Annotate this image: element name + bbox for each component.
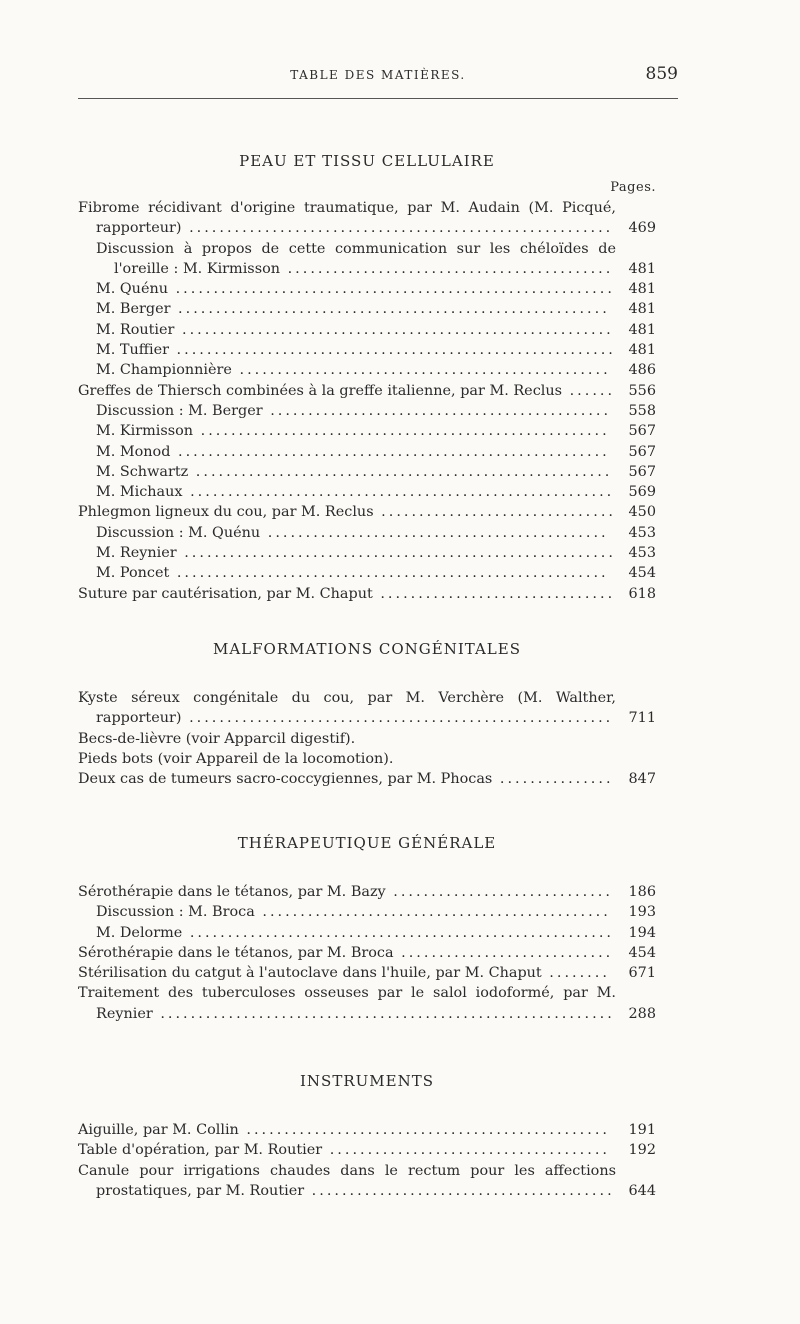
toc-entry xyxy=(78,279,656,299)
toc-section xyxy=(78,638,656,789)
toc-entry xyxy=(78,523,656,543)
entry-text: M. Reynier xyxy=(96,545,177,562)
dot-leader: ......................................................... xyxy=(174,321,614,338)
dot-leader: ............................................. xyxy=(260,524,609,541)
toc-entry xyxy=(78,482,656,502)
toc-entry xyxy=(78,543,656,563)
dot-leader: .......................................................... xyxy=(168,281,615,298)
toc-section xyxy=(78,832,656,1024)
entry-page-number: 450 xyxy=(628,504,656,521)
entry-text: Greffes de Thiersch combinées à la greffe italienne, par M. Reclus xyxy=(78,382,563,399)
toc-entry xyxy=(78,1161,656,1202)
toc-entry xyxy=(78,563,656,583)
toc-entry xyxy=(78,943,656,963)
entry-text: Traitement des tuberculoses osseuses par le salol iodoformé, par M. Reynier xyxy=(78,985,616,1022)
entry-text: Aiguille, par M. Collin xyxy=(78,1122,239,1138)
header-rule xyxy=(78,98,678,99)
dot-leader: ............................................. xyxy=(262,402,612,419)
section-title: MALFORMATIONS CONGÉNITALES xyxy=(212,640,521,658)
dot-leader: ......................................................... xyxy=(169,565,609,582)
entry-text: Kyste séreux congénitale du cou, par M. Verchère (M. Walther, rapporteur) xyxy=(78,690,616,727)
entry-text: Sérothérapie dans le tétanos, par M. Broca xyxy=(78,944,394,961)
entry-text: Fibrome récidivant d'origine traumatique, par M. Audain (M. Picqué, rapporteur) xyxy=(78,200,616,237)
entry-page-number: 469 xyxy=(628,220,656,237)
running-head-title: TABLE DES MATIÈRES. xyxy=(290,68,466,82)
entry-page-number: 569 xyxy=(628,484,656,501)
toc-section xyxy=(78,1070,656,1201)
entry-text: Discussion : M. Broca xyxy=(96,904,255,921)
toc-entry xyxy=(78,729,656,749)
entry-page-number: 556 xyxy=(628,382,656,399)
entry-page-number: 567 xyxy=(628,443,656,460)
toc-entry xyxy=(78,749,656,769)
entry-text: M. Tuffier xyxy=(96,342,169,359)
toc-entry xyxy=(78,462,656,482)
toc-entry xyxy=(78,769,656,789)
toc-entry xyxy=(78,923,656,943)
entry-page-number: 186 xyxy=(628,884,656,900)
entry-text: M. Monod xyxy=(96,443,171,460)
toc-entry xyxy=(78,198,656,239)
entry-text: M. Kirmisson xyxy=(96,423,194,440)
entry-page-number: 454 xyxy=(628,944,656,961)
entry-text: M. Berger xyxy=(96,301,171,318)
entry-text: Sérothérapie dans le tétanos, par M. Bazy xyxy=(78,884,386,900)
entry-page-number: 194 xyxy=(628,924,656,941)
entry-text: Discussion : M. Berger xyxy=(96,402,263,419)
dot-leader: ........................................................ xyxy=(181,710,614,727)
entry-text: Becs-de-lièvre (voir Apparcil digestif). xyxy=(78,730,356,747)
entry-page-number: 454 xyxy=(628,565,656,582)
toc-entry xyxy=(78,882,656,902)
entry-page-number: 558 xyxy=(628,402,656,419)
dot-leader: ......................................................... xyxy=(176,545,616,562)
toc-entry xyxy=(78,340,656,360)
entry-page-number: 486 xyxy=(628,362,656,379)
toc-section xyxy=(78,150,656,604)
entry-page-number: 192 xyxy=(628,1142,656,1159)
entry-list xyxy=(78,882,656,1024)
toc-entry xyxy=(78,442,656,462)
toc-entry xyxy=(78,502,656,522)
entry-page-number: 847 xyxy=(628,771,656,788)
toc-entry xyxy=(78,360,656,380)
entry-text: Pieds bots (voir Appareil de la locomotion). xyxy=(78,750,394,767)
entry-text: M. Quénu xyxy=(96,281,169,298)
dot-leader: ........ xyxy=(541,965,610,982)
entry-page-number: 453 xyxy=(628,524,656,541)
toc-entry xyxy=(78,239,656,280)
section-title: THÉRAPEUTIQUE GÉNÉRALE xyxy=(237,834,497,852)
dot-leader: .......................................................... xyxy=(168,342,616,359)
entry-text: Deux cas de tumeurs sacro-coccygiennes, par M. Phocas xyxy=(78,771,493,788)
entry-text: M. Poncet xyxy=(96,565,170,582)
entry-page-number: 644 xyxy=(628,1182,656,1199)
dot-leader: ............................... xyxy=(373,504,616,521)
entry-page-number: 618 xyxy=(628,585,656,602)
entry-list xyxy=(78,688,656,789)
toc-entry xyxy=(78,320,656,340)
dot-leader: ............................ xyxy=(393,944,614,961)
entry-text: M. Routier xyxy=(96,321,175,338)
dot-leader: ................................................ xyxy=(238,1122,610,1138)
entry-text: M. Michaux xyxy=(96,484,183,501)
dot-leader: ..................................... xyxy=(322,1142,610,1159)
dot-leader: ........................................ xyxy=(304,1182,615,1199)
dot-leader: .............................................. xyxy=(254,904,611,921)
pages-column-label: Pages. xyxy=(610,180,656,195)
entry-page-number: 481 xyxy=(628,281,656,298)
toc-entry xyxy=(78,688,656,729)
dot-leader: ....................................................... xyxy=(188,463,613,480)
entry-page-number: 193 xyxy=(628,904,656,921)
entry-page-number: 481 xyxy=(628,342,656,359)
dot-leader: ...................................................... xyxy=(193,423,610,440)
toc-entry xyxy=(78,1120,656,1140)
section-title: INSTRUMENTS xyxy=(300,1072,434,1090)
toc-entry xyxy=(78,584,656,604)
entry-text: Stérilisation du catgut à l'autoclave dans l'huile, par M. Chaput xyxy=(78,965,542,982)
dot-leader: ................................................. xyxy=(231,362,611,379)
running-head xyxy=(78,64,678,86)
entry-text: Discussion : M. Quénu xyxy=(96,524,261,541)
dot-leader: ............... xyxy=(492,771,614,788)
dot-leader: ........................................................ xyxy=(182,484,615,501)
toc-entry xyxy=(78,902,656,922)
dot-leader: ............................... xyxy=(372,585,616,602)
dot-leader: ......................................................... xyxy=(170,443,610,460)
dot-leader: ........................................................ xyxy=(181,220,614,237)
entry-page-number: 481 xyxy=(628,260,656,277)
entry-text: M. Schwartz xyxy=(96,463,189,480)
toc-entry xyxy=(78,983,656,1024)
toc-entry xyxy=(78,421,656,441)
toc-entry xyxy=(78,963,656,983)
dot-leader: ............................................................ xyxy=(152,1005,615,1022)
section-title: PEAU ET TISSU CELLULAIRE xyxy=(239,152,495,170)
dot-leader: ........................................................ xyxy=(182,924,614,941)
dot-leader: ...... xyxy=(562,382,616,399)
entry-page-number: 567 xyxy=(628,423,656,440)
entry-page-number: 288 xyxy=(628,1005,656,1022)
entry-text: Discussion à propos de cette communication sur les chéloïdes de l'oreille : M. Kirmisson xyxy=(96,240,616,277)
toc-entry xyxy=(78,381,656,401)
toc-entry xyxy=(78,299,656,319)
toc-entry xyxy=(78,401,656,421)
page-number: 859 xyxy=(645,64,678,84)
dot-leader: ............................. xyxy=(385,884,613,900)
entry-page-number: 453 xyxy=(628,545,656,562)
entry-text: Suture par cautérisation, par M. Chaput xyxy=(78,585,373,602)
entry-page-number: 481 xyxy=(628,321,656,338)
entry-text: M. Championnière xyxy=(96,362,232,379)
entry-list xyxy=(78,1120,656,1201)
entry-page-number: 567 xyxy=(628,463,656,480)
toc-entry xyxy=(78,1140,656,1160)
dot-leader: ......................................................... xyxy=(170,301,610,318)
entry-page-number: 711 xyxy=(628,710,656,727)
entry-page-number: 191 xyxy=(628,1122,656,1138)
entry-text: Canule pour irrigations chaudes dans le rectum pour les affections prostatiques, par M. Routier xyxy=(78,1162,616,1199)
dot-leader: ........................................... xyxy=(280,260,614,277)
entry-text: Phlegmon ligneux du cou, par M. Reclus xyxy=(78,504,374,521)
entry-text: M. Delorme xyxy=(96,924,183,941)
entry-page-number: 671 xyxy=(628,965,656,982)
entry-page-number: 481 xyxy=(628,301,656,318)
entry-text: Table d'opération, par M. Routier xyxy=(78,1142,323,1159)
entry-list xyxy=(78,198,656,604)
